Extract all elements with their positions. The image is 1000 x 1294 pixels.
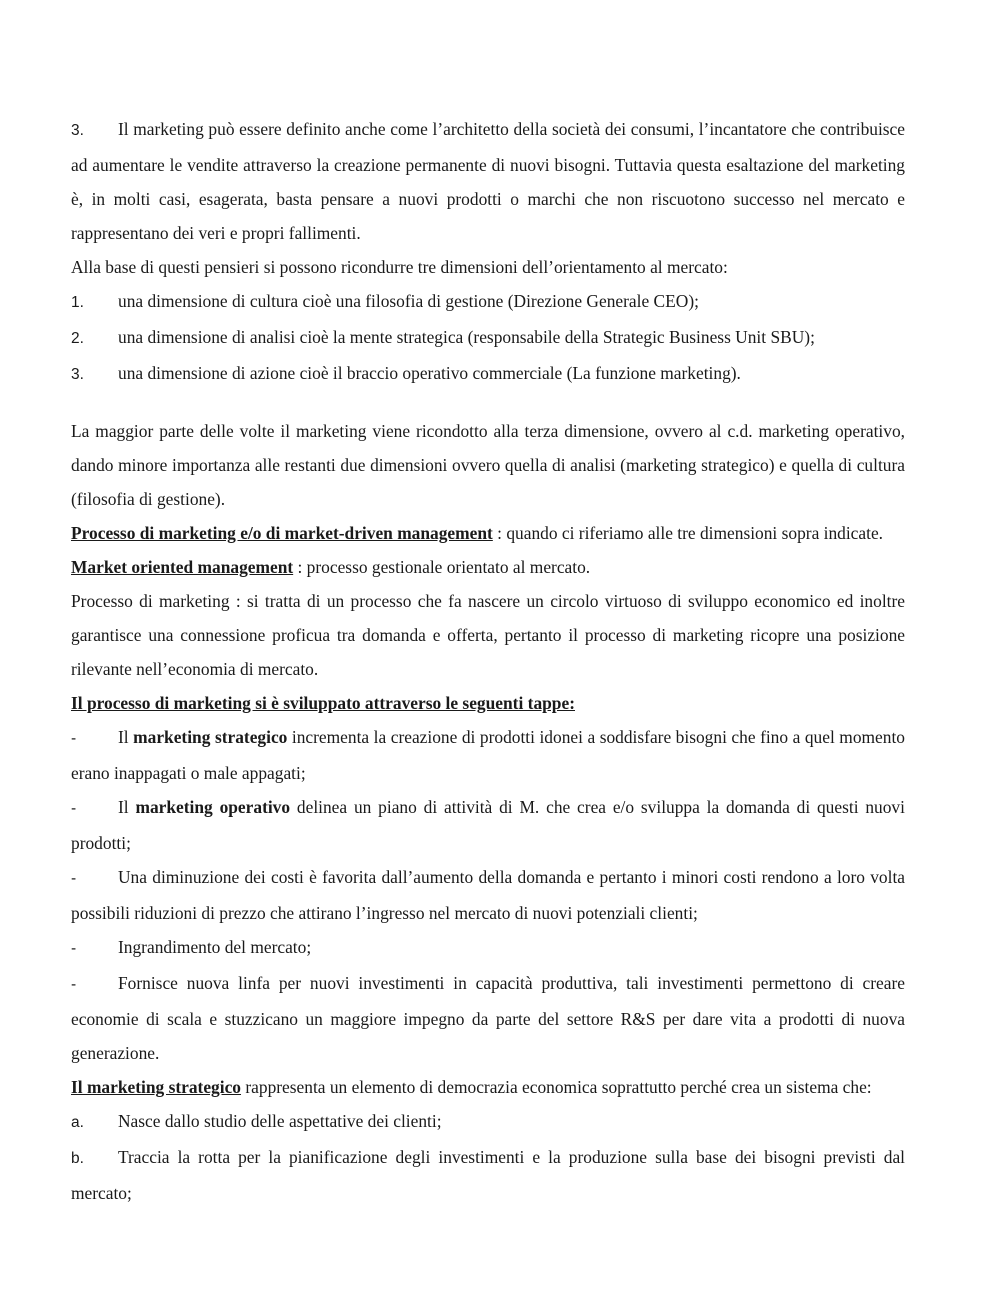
list-item-text: una dimensione di analisi cioè la mente strategica (responsabile della Strategic Business Unit SBU);: [118, 327, 815, 347]
list-marker: 2.: [71, 330, 84, 347]
paragraph-text: Il marketing può essere definito anche come l’architetto della società dei consumi, l’incantatore che contribuisce ad aumentare le vendite attraverso la creazione permanente di nuovi bisogni. Tuttavia questa esaltazione del marketing è, in molti casi, esagerata, basta pensare a nuovi prodotti o marchi che non riscuotono successo nel mercato e rappresentano dei veri e propri fallimenti.: [71, 119, 905, 243]
list-item-text: delinea un piano di attività di M. che crea e/o sviluppa la domanda di questi nuovi prodotti;: [71, 797, 905, 853]
list-item-dimension-1: [71, 284, 905, 320]
list-item-prefix: Il: [118, 727, 134, 747]
list-item-sistema-a: [71, 1104, 905, 1140]
list-item-prefix: Il: [118, 797, 136, 817]
list-marker: -: [71, 730, 77, 747]
paragraph-text: rappresenta un elemento di democrazia economica soprattutto perché crea un sistema che:: [241, 1077, 872, 1097]
list-marker: a.: [71, 1114, 84, 1131]
list-marker: 3.: [71, 366, 84, 383]
list-item-text: Fornisce nuova linfa per nuovi investimenti in capacità produttiva, tali investimenti permettono di creare economie di scala e stuzzicano un maggiore impegno da parte del settore R&S per dare vita a prodotti di nuova generazione.: [71, 973, 905, 1063]
list-item-tappa-1: [71, 720, 905, 790]
list-marker: -: [71, 870, 77, 887]
bold-term: marketing operativo: [135, 797, 291, 817]
list-item-dimension-3: [71, 356, 905, 392]
list-item-dimension-2: [71, 320, 905, 356]
bold-term: marketing strategico: [133, 727, 288, 747]
list-marker: -: [71, 940, 77, 957]
bold-term: Market oriented management: [71, 557, 294, 577]
document-page: [71, 112, 905, 1210]
paragraph-marketing-strategico: [71, 1070, 905, 1104]
section-heading-tappe: [71, 686, 905, 720]
bold-term: Il marketing strategico: [71, 1077, 242, 1097]
list-item-text: Ingrandimento del mercato;: [118, 937, 312, 957]
list-marker: 3.: [71, 122, 84, 139]
paragraph-text: : quando ci riferiamo alle tre dimensioni sopra indicate.: [492, 523, 884, 543]
paragraph-processo-definizione: Processo di marketing : si tratta di un processo che fa nascere un circolo virtuoso di sviluppo economico ed inoltre garantisce una connessione proficua tra domanda e offerta, pertanto il processo di marketing ricopre una posizione rilevante nell’economia di mercato.: [71, 591, 905, 679]
list-marker: b.: [71, 1150, 84, 1167]
list-item-text: una dimensione di azione cioè il braccio operativo commerciale (La funzione marketing).: [118, 363, 741, 383]
paragraph-terza-dimensione: La maggior parte delle volte il marketing viene ricondotto alla terza dimensione, ovvero al c.d. marketing operativo, dando minore importanza alle restanti due dimensioni ovvero quella di analisi (marketing strategico) e quella di cultura (filosofia di gestione).: [71, 421, 905, 509]
list-item-tappa-2: [71, 790, 905, 860]
spacer: [71, 392, 905, 414]
paragraph-market-oriented: [71, 550, 905, 584]
list-marker: -: [71, 976, 77, 993]
list-item-tappa-3: [71, 860, 905, 930]
list-item-tappa-5: [71, 966, 905, 1070]
paragraph-point-3: [71, 112, 905, 250]
list-item-sistema-b: [71, 1140, 905, 1210]
list-marker: -: [71, 800, 77, 817]
list-item-text: incrementa la creazione di prodotti idonei a soddisfare bisogni che fino a quel momento erano inappagati o male appagati;: [71, 727, 905, 783]
heading-text: Il processo di marketing si è sviluppato attraverso le seguenti tappe:: [71, 693, 575, 713]
paragraph-processo-marketing: [71, 516, 905, 550]
list-item-text: Traccia la rotta per la pianificazione degli investimenti e la produzione sulla base dei bisogni previsti dal mercato;: [71, 1147, 905, 1203]
paragraph-text: : processo gestionale orientato al mercato.: [293, 557, 591, 577]
paragraph-dimensions-intro: Alla base di questi pensieri si possono ricondurre tre dimensioni dell’orientamento al mercato:: [71, 257, 728, 277]
list-item-text: una dimensione di cultura cioè una filosofia di gestione (Direzione Generale CEO);: [118, 291, 699, 311]
bold-term: Processo di marketing e/o di market-driven management: [71, 523, 493, 543]
list-marker: 1.: [71, 294, 84, 311]
list-item-tappa-4: [71, 930, 905, 966]
list-item-text: Nasce dallo studio delle aspettative dei clienti;: [118, 1111, 442, 1131]
list-item-text: Una diminuzione dei costi è favorita dall’aumento della domanda e pertanto i minori costi rendono a loro volta possibili riduzioni di prezzo che attirano l’ingresso nel mercato di nuovi potenziali clienti;: [71, 867, 905, 923]
